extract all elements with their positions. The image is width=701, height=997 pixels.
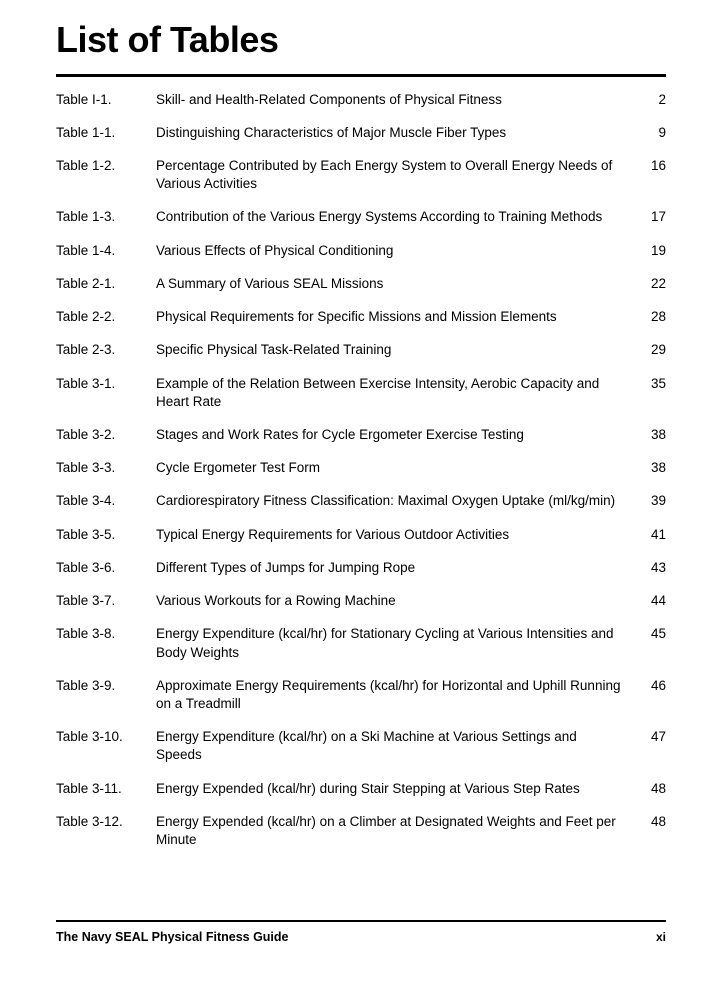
table-entry-label: Table 3-12.	[56, 813, 123, 829]
table-entry-label: Table 1-1.	[56, 124, 116, 140]
table-entry-label: Table 3-5.	[56, 526, 116, 542]
table-entry-title: Energy Expenditure (kcal/hr) for Stationary Cycling at Various Intensities and Body Weights	[156, 626, 614, 660]
table-entry-page-number: 48	[650, 780, 666, 796]
table-entry-label: Table 3-6.	[56, 559, 116, 575]
table-entry-page-number: 44	[650, 593, 666, 609]
footer-page-number: xi	[655, 930, 666, 944]
table-entry-title: Various Effects of Physical Conditioning	[156, 242, 394, 258]
table-entry-label: Table 3-10.	[56, 729, 123, 745]
table-entry-title: Typical Energy Requirements for Various Outdoor Activities	[156, 526, 510, 542]
list-of-tables-section	[56, 20, 666, 864]
table-entry-title: Contribution of the Various Energy Systems According to Training Methods	[156, 209, 603, 225]
table-entry-title: A Summary of Various SEAL Missions	[156, 275, 384, 291]
table-entry-page-number: 16	[650, 158, 666, 174]
header-divider	[56, 74, 666, 77]
table-entry-title: Energy Expended (kcal/hr) during Stair Stepping at Various Step Rates	[156, 780, 580, 796]
table-entry-page-number: 46	[650, 677, 666, 693]
table-entry-title: Cycle Ergometer Test Form	[156, 460, 321, 476]
table-row[interactable]	[56, 780, 666, 813]
table-entry-page-number: 2	[658, 91, 666, 107]
table-of-tables	[56, 91, 666, 865]
page-footer	[56, 920, 666, 944]
table-entry-page-number: 38	[650, 460, 666, 476]
table-row[interactable]	[56, 492, 666, 525]
table-entry-label: Table 3-8.	[56, 626, 116, 642]
table-entry-label: Table 2-2.	[56, 309, 116, 325]
table-entry-page-number: 17	[650, 209, 666, 225]
table-entry-page-number: 48	[650, 813, 666, 829]
footer-book-title: The Navy SEAL Physical Fitness Guide	[56, 930, 289, 944]
table-entry-label: Table 1-4.	[56, 242, 116, 258]
table-entry-label: Table 3-1.	[56, 375, 116, 391]
table-entry-title: Distinguishing Characteristics of Major Muscle Fiber Types	[156, 124, 507, 140]
table-entry-label: Table 1-3.	[56, 209, 116, 225]
table-entry-title: Stages and Work Rates for Cycle Ergometer Exercise Testing	[156, 427, 524, 442]
table-entry-page-number: 43	[650, 559, 666, 575]
table-row[interactable]	[56, 459, 666, 492]
table-entry-page-number: 9	[658, 124, 666, 140]
footer-row	[56, 930, 666, 944]
table-row[interactable]	[56, 375, 666, 426]
table-row[interactable]	[56, 341, 666, 374]
table-entry-page-number: 39	[650, 493, 666, 509]
table-entry-title: Approximate Energy Requirements (kcal/hr) for Horizontal and Uphill Running on a Treadmill	[156, 677, 621, 711]
table-entry-label: Table 2-3.	[56, 342, 116, 358]
table-entry-page-number: 19	[650, 242, 666, 258]
table-row[interactable]	[56, 625, 666, 676]
footer-divider	[56, 920, 666, 922]
table-entry-title: Various Workouts for a Rowing Machine	[156, 593, 396, 609]
table-row[interactable]	[56, 308, 666, 341]
table-entry-label: Table 2-1.	[56, 275, 116, 291]
table-entry-label: Table 3-4.	[56, 493, 116, 509]
table-entry-label: Table 3-9.	[56, 677, 116, 693]
table-row[interactable]	[56, 426, 666, 459]
table-entry-title: Physical Requirements for Specific Missions and Mission Elements	[156, 309, 557, 325]
table-row[interactable]	[56, 242, 666, 275]
table-entry-label: Table 3-11.	[56, 780, 122, 796]
table-entry-page-number: 45	[650, 626, 666, 642]
table-entry-page-number: 41	[650, 526, 666, 542]
table-row[interactable]	[56, 677, 666, 728]
table-row[interactable]	[56, 813, 666, 864]
table-entry-title: Energy Expended (kcal/hr) on a Climber at Designated Weights and Feet per Minute	[156, 813, 616, 848]
table-entry-page-number: 35	[650, 375, 666, 391]
table-entry-label: Table 3-3.	[56, 460, 116, 476]
table-entry-label: Table I-1.	[56, 91, 112, 107]
table-row[interactable]	[56, 208, 666, 241]
table-row[interactable]	[56, 91, 666, 124]
table-entry-page-number: 22	[650, 275, 666, 291]
table-entry-title: Skill- and Health-Related Components of Physical Fitness	[156, 91, 502, 107]
table-entry-title: Specific Physical Task-Related Training	[156, 342, 392, 358]
table-entry-page-number: 29	[650, 342, 666, 358]
table-entry-page-number: 38	[650, 427, 666, 442]
table-row[interactable]	[56, 559, 666, 592]
table-row[interactable]	[56, 124, 666, 157]
table-row[interactable]	[56, 157, 666, 208]
table-entry-label: Table 3-7.	[56, 593, 116, 609]
table-entry-title: Different Types of Jumps for Jumping Rope	[156, 559, 416, 575]
table-entry-title: Energy Expenditure (kcal/hr) on a Ski Machine at Various Settings and Speeds	[156, 729, 577, 763]
table-row[interactable]	[56, 592, 666, 625]
page-title: List of Tables	[56, 19, 279, 60]
table-entry-title: Example of the Relation Between Exercise Intensity, Aerobic Capacity and Heart Rate	[156, 375, 600, 409]
table-entry-label: Table 1-2.	[56, 158, 116, 174]
table-row[interactable]	[56, 526, 666, 559]
table-entry-page-number: 28	[650, 309, 666, 325]
table-entry-title: Percentage Contributed by Each Energy System to Overall Energy Needs of Various Activities	[156, 158, 613, 192]
table-row[interactable]	[56, 275, 666, 308]
table-entry-label: Table 3-2.	[56, 427, 116, 442]
table-row[interactable]	[56, 728, 666, 779]
table-of-tables-body	[56, 91, 666, 865]
table-entry-title: Cardiorespiratory Fitness Classification: Maximal Oxygen Uptake (ml/kg/min)	[156, 493, 616, 509]
table-entry-page-number: 47	[650, 729, 666, 745]
